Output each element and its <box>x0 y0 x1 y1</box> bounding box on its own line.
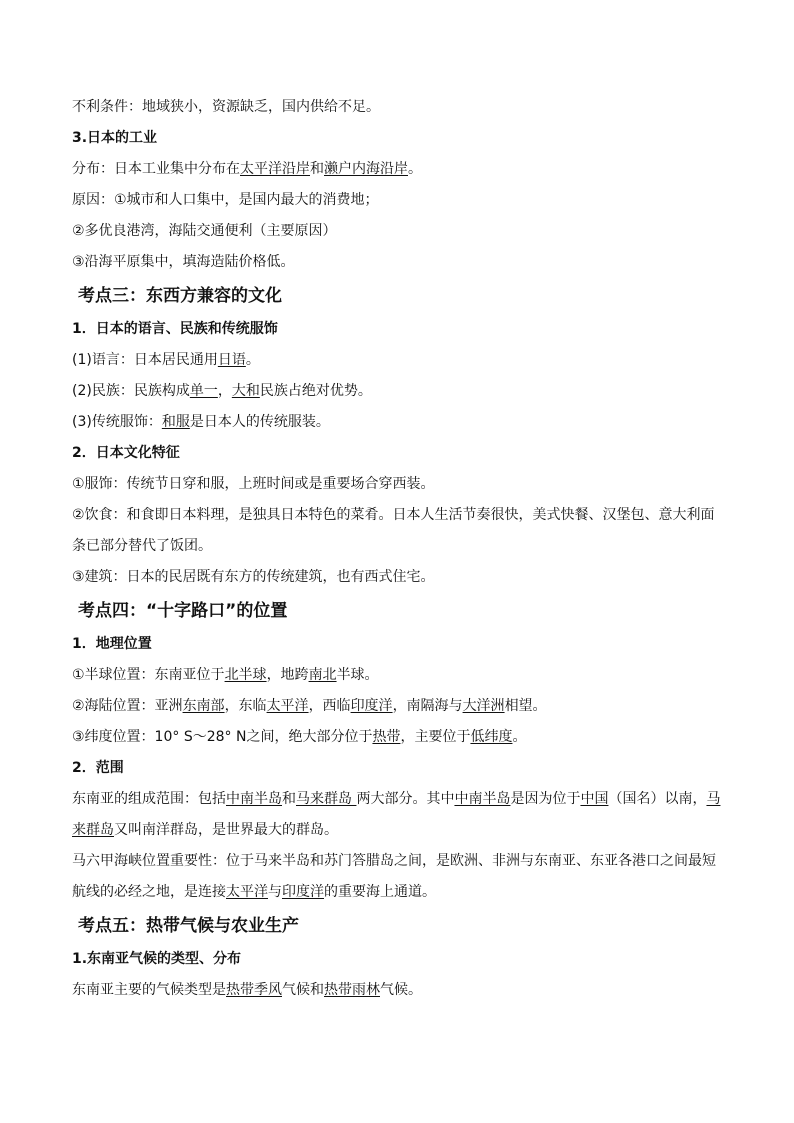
underlined-term: 低纬度 <box>470 729 513 745</box>
subsection-heading <box>72 629 722 660</box>
paragraph-line <box>72 154 722 185</box>
paragraph-line <box>72 185 722 216</box>
paragraph <box>72 500 722 562</box>
text-segment: 气候。 <box>380 982 422 998</box>
underlined-term: 印度洋 <box>282 884 324 900</box>
text-segment: ①半球位置：东南亚位于 <box>72 667 225 683</box>
paragraph-line <box>72 975 722 1006</box>
text-segment: 是因为位于 <box>510 791 581 807</box>
underlined-term: 热带雨林 <box>324 982 380 998</box>
text-segment: 考点五：热带气候与农业生产 <box>78 916 299 936</box>
text-segment: 马六甲海峡位置重要性：位于马来半岛和苏门答腊岛之间，是欧洲、非洲与东南亚、东亚各港口之间最短航线的必经之地，是连接 <box>72 853 716 900</box>
text-segment: (2)民族：民族构成 <box>72 383 190 399</box>
underlined-term: 太平洋 <box>266 698 309 714</box>
text-segment: ②海陆位置：亚洲 <box>72 698 183 714</box>
underlined-term: 太平洋 <box>226 884 268 900</box>
underlined-term: 大和 <box>231 383 260 399</box>
section-heading <box>72 593 722 629</box>
text-segment: （国名）以南， <box>608 791 707 807</box>
text-segment: 3.日本的工业 <box>72 130 158 146</box>
text-segment: 2．日本文化特征 <box>72 445 180 461</box>
text-segment: 两大部分。其中 <box>356 791 455 807</box>
section-heading <box>72 908 722 944</box>
underlined-term: 热带季风 <box>226 982 282 998</box>
text-segment: (1)语言：日本居民通用 <box>72 352 218 368</box>
paragraph-line <box>72 562 722 593</box>
text-segment: 的重要海上通道。 <box>324 884 436 900</box>
paragraph-line <box>72 216 722 247</box>
text-segment: 民族占绝对优势。 <box>259 383 372 399</box>
text-segment: 。 <box>512 729 527 745</box>
underlined-term: 太平洋沿岸 <box>240 161 310 177</box>
text-segment: 和 <box>282 791 296 807</box>
text-segment: 1.东南亚气候的类型、分布 <box>72 951 242 967</box>
underlined-term: 单一 <box>189 383 218 399</box>
underlined-term: 北半球 <box>224 667 267 683</box>
text-segment: 和 <box>310 161 324 177</box>
paragraph <box>72 784 722 846</box>
text-segment: ，东临 <box>224 698 267 714</box>
underlined-term: 濑户内海沿岸 <box>324 161 408 177</box>
text-segment: (3)传统服饰： <box>72 414 162 430</box>
paragraph-line <box>72 407 722 438</box>
underlined-term: 大洋洲 <box>462 698 505 714</box>
text-segment: 与 <box>268 884 282 900</box>
text-segment: ③纬度位置：10° S～28° N之间，绝大部分位于 <box>72 729 373 745</box>
paragraph-line <box>72 247 722 278</box>
text-segment: 考点三：东西方兼容的文化 <box>78 286 282 306</box>
text-segment: ，地跨 <box>266 667 309 683</box>
text-segment: ，主要位于 <box>400 729 471 745</box>
paragraph-line <box>72 722 722 753</box>
underlined-term: 中南半岛 <box>454 791 511 807</box>
text-segment: 。 <box>245 352 260 368</box>
text-segment: ③建筑：日本的民居既有东方的传统建筑，也有西式住宅。 <box>72 569 435 585</box>
text-segment: ， <box>217 383 232 399</box>
text-segment: ，南隔海与 <box>392 698 463 714</box>
section-heading <box>72 278 722 314</box>
subsection-heading <box>72 314 722 345</box>
text-segment: 是日本人的传统服装。 <box>189 414 330 430</box>
text-segment: ③沿海平原集中，填海造陆价格低。 <box>72 254 295 270</box>
text-segment: 考点四：“十字路口”的位置 <box>78 601 288 621</box>
text-segment: 分布：日本工业集中分布在 <box>72 161 240 177</box>
subsection-heading <box>72 753 722 784</box>
text-segment: 不利条件：地域狭小，资源缺乏，国内供给不足。 <box>72 99 380 115</box>
underlined-term: 东南部 <box>182 698 225 714</box>
text-segment: ，西临 <box>308 698 351 714</box>
subsection-heading <box>72 944 722 975</box>
document-page <box>72 92 722 1006</box>
text-segment: 半球。 <box>336 667 379 683</box>
paragraph-line <box>72 376 722 407</box>
underlined-term: 中南半岛 <box>226 791 282 807</box>
text-segment: 东南亚的组成范围：包括 <box>72 791 226 807</box>
paragraph-line <box>72 691 722 722</box>
underlined-term: 日语 <box>217 352 246 368</box>
subsection-heading <box>72 438 722 469</box>
text-segment: 2．范围 <box>72 760 124 776</box>
paragraph-line <box>72 469 722 500</box>
subsection-heading <box>72 123 722 154</box>
text-segment: 1．地理位置 <box>72 636 152 652</box>
text-segment: ②饮食：和食即日本料理，是独具日本特色的菜肴。日本人生活节奏很快，美式快餐、汉堡包、意大利面条已部分替代了饭团。 <box>72 507 715 554</box>
text-segment: 气候和 <box>282 982 324 998</box>
underlined-term: 印度洋 <box>350 698 393 714</box>
text-segment: 相望。 <box>504 698 547 714</box>
paragraph-line <box>72 345 722 376</box>
underlined-term: 中国 <box>580 791 609 807</box>
paragraph <box>72 846 722 908</box>
underlined-term: 马来群岛 <box>72 791 721 838</box>
text-segment: 又叫南洋群岛，是世界最大的群岛。 <box>114 822 338 838</box>
underlined-term: 马来群岛 <box>296 791 357 807</box>
underlined-term: 南北 <box>308 667 337 683</box>
text-segment: 。 <box>408 161 422 177</box>
text-segment: 东南亚主要的气候类型是 <box>72 982 226 998</box>
underlined-term: 和服 <box>161 414 190 430</box>
underlined-term: 热带 <box>372 729 401 745</box>
text-segment: 原因：①城市和人口集中，是国内最大的消费地； <box>72 192 379 208</box>
text-segment: ①服饰：传统节日穿和服，上班时间或是重要场合穿西装。 <box>72 476 435 492</box>
paragraph-line <box>72 660 722 691</box>
text-segment: ②多优良港湾，海陆交通便利（主要原因） <box>72 223 337 239</box>
text-segment: 1．日本的语言、民族和传统服饰 <box>72 321 278 337</box>
paragraph-line <box>72 92 722 123</box>
